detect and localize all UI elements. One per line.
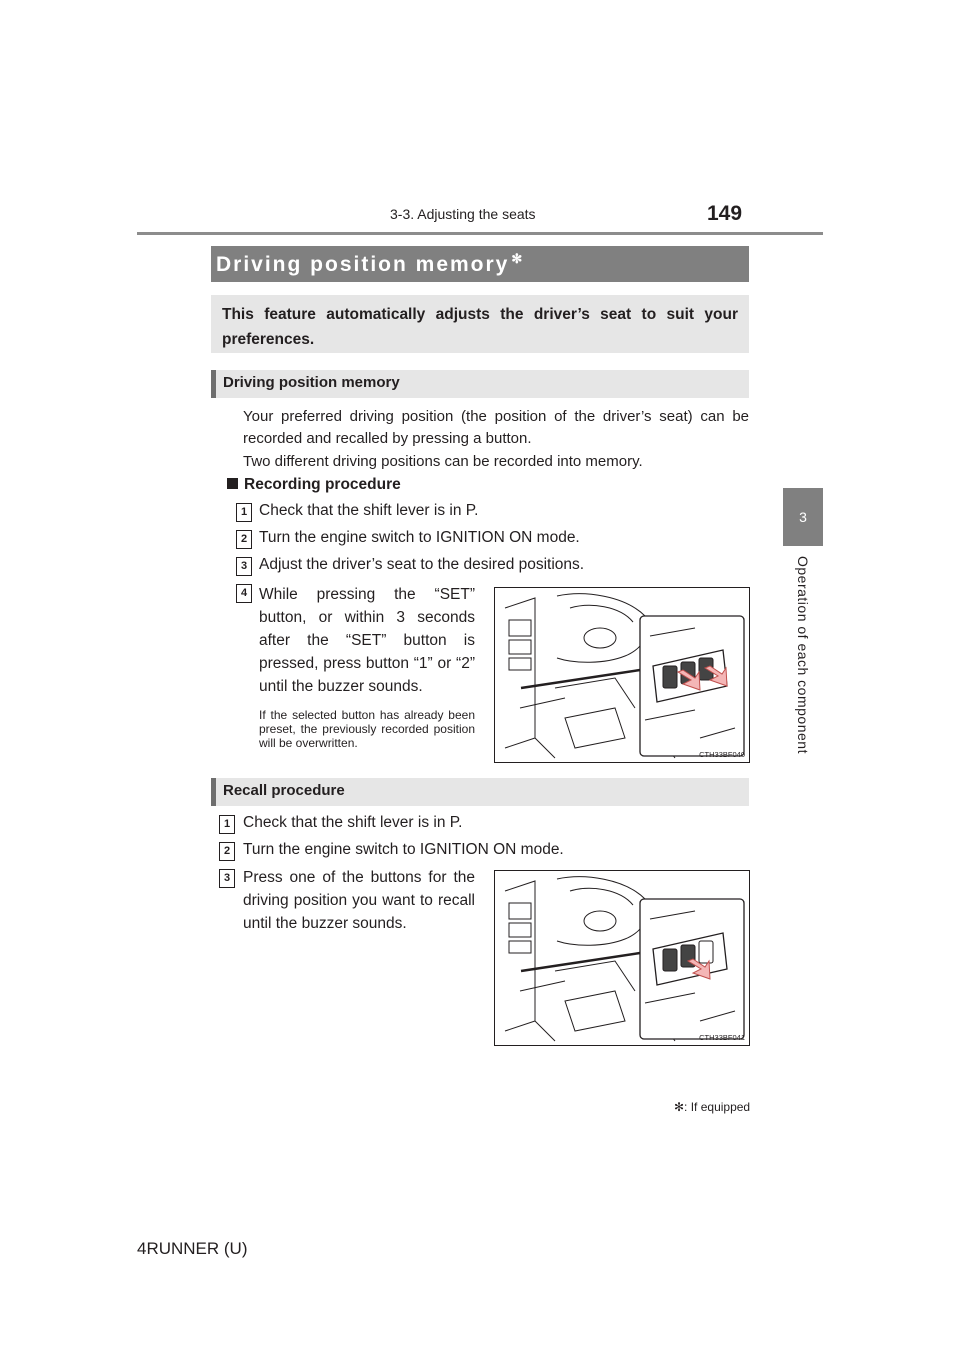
recording-heading [227,476,401,494]
callout-line [521,670,640,688]
chapter-title: Operation of each component [795,556,811,754]
set-button [663,666,677,688]
chapter-tab: 3 [783,488,823,546]
header-section-title: 3-3. Adjusting the seats [390,206,536,222]
note-text: If the selected button has already been preset, the previously recorded position will be overwritten. [259,708,475,750]
figure-code: CTH33BF040 [699,750,745,759]
section-heading-marker [211,778,216,806]
step-number: 4 [236,584,252,603]
dashboard-illustration [495,588,749,762]
square-bullet-icon [227,478,238,489]
set-button [663,949,677,971]
step-text: While pressing the “SET” button, or within 3 seconds after the “SET” button is pressed, press button “1” or “2” until the buzzer sounds. [259,586,475,695]
figure-code: CTH33BF041 [699,1033,745,1042]
section-heading: Recall procedure [223,782,345,799]
asterisk-mark: ✻ [511,251,523,266]
step-number: 3 [219,869,235,888]
figure-recall [494,870,750,1046]
page-title [216,251,522,277]
step-number: 3 [236,557,252,576]
paragraph: Your preferred driving position (the position of the driver’s seat) can be recorded and recalled by pressing a button. [243,408,749,447]
step-text: Check that the shift lever is in P. [259,502,479,519]
step-number: 1 [219,815,235,834]
paragraph: Two different driving positions can be recorded into memory. [243,453,643,470]
recording-heading-text: Recording procedure [244,476,401,493]
intro-text: This feature automatically adjusts the driver’s seat to suit your preferences. [222,306,738,348]
step-number: 2 [236,530,252,549]
step-text: Turn the engine switch to IGNITION ON mode. [259,529,580,546]
page-number: 149 [707,202,743,225]
figure-recording [494,587,750,763]
step-number: 1 [236,503,252,522]
footer-model: 4RUNNER (U) [137,1239,248,1258]
header-rule [137,232,823,235]
section-heading: Driving position memory [223,374,400,391]
callout-line [521,953,640,971]
section-heading-marker [211,370,216,398]
page-title-text: Driving position memory [216,253,510,276]
step-number: 2 [219,842,235,861]
memory-button-2 [699,941,713,963]
step-text: Adjust the driver’s seat to the desired positions. [259,556,585,573]
step-text: Turn the engine switch to IGNITION ON mode. [243,841,564,858]
step-text: Press one of the buttons for the driving position you want to recall until the buzzer sounds. [243,869,475,932]
dashboard-illustration [495,871,749,1045]
footnote: ✻: If equipped [674,1100,751,1114]
step-text: Check that the shift lever is in P. [243,814,463,831]
